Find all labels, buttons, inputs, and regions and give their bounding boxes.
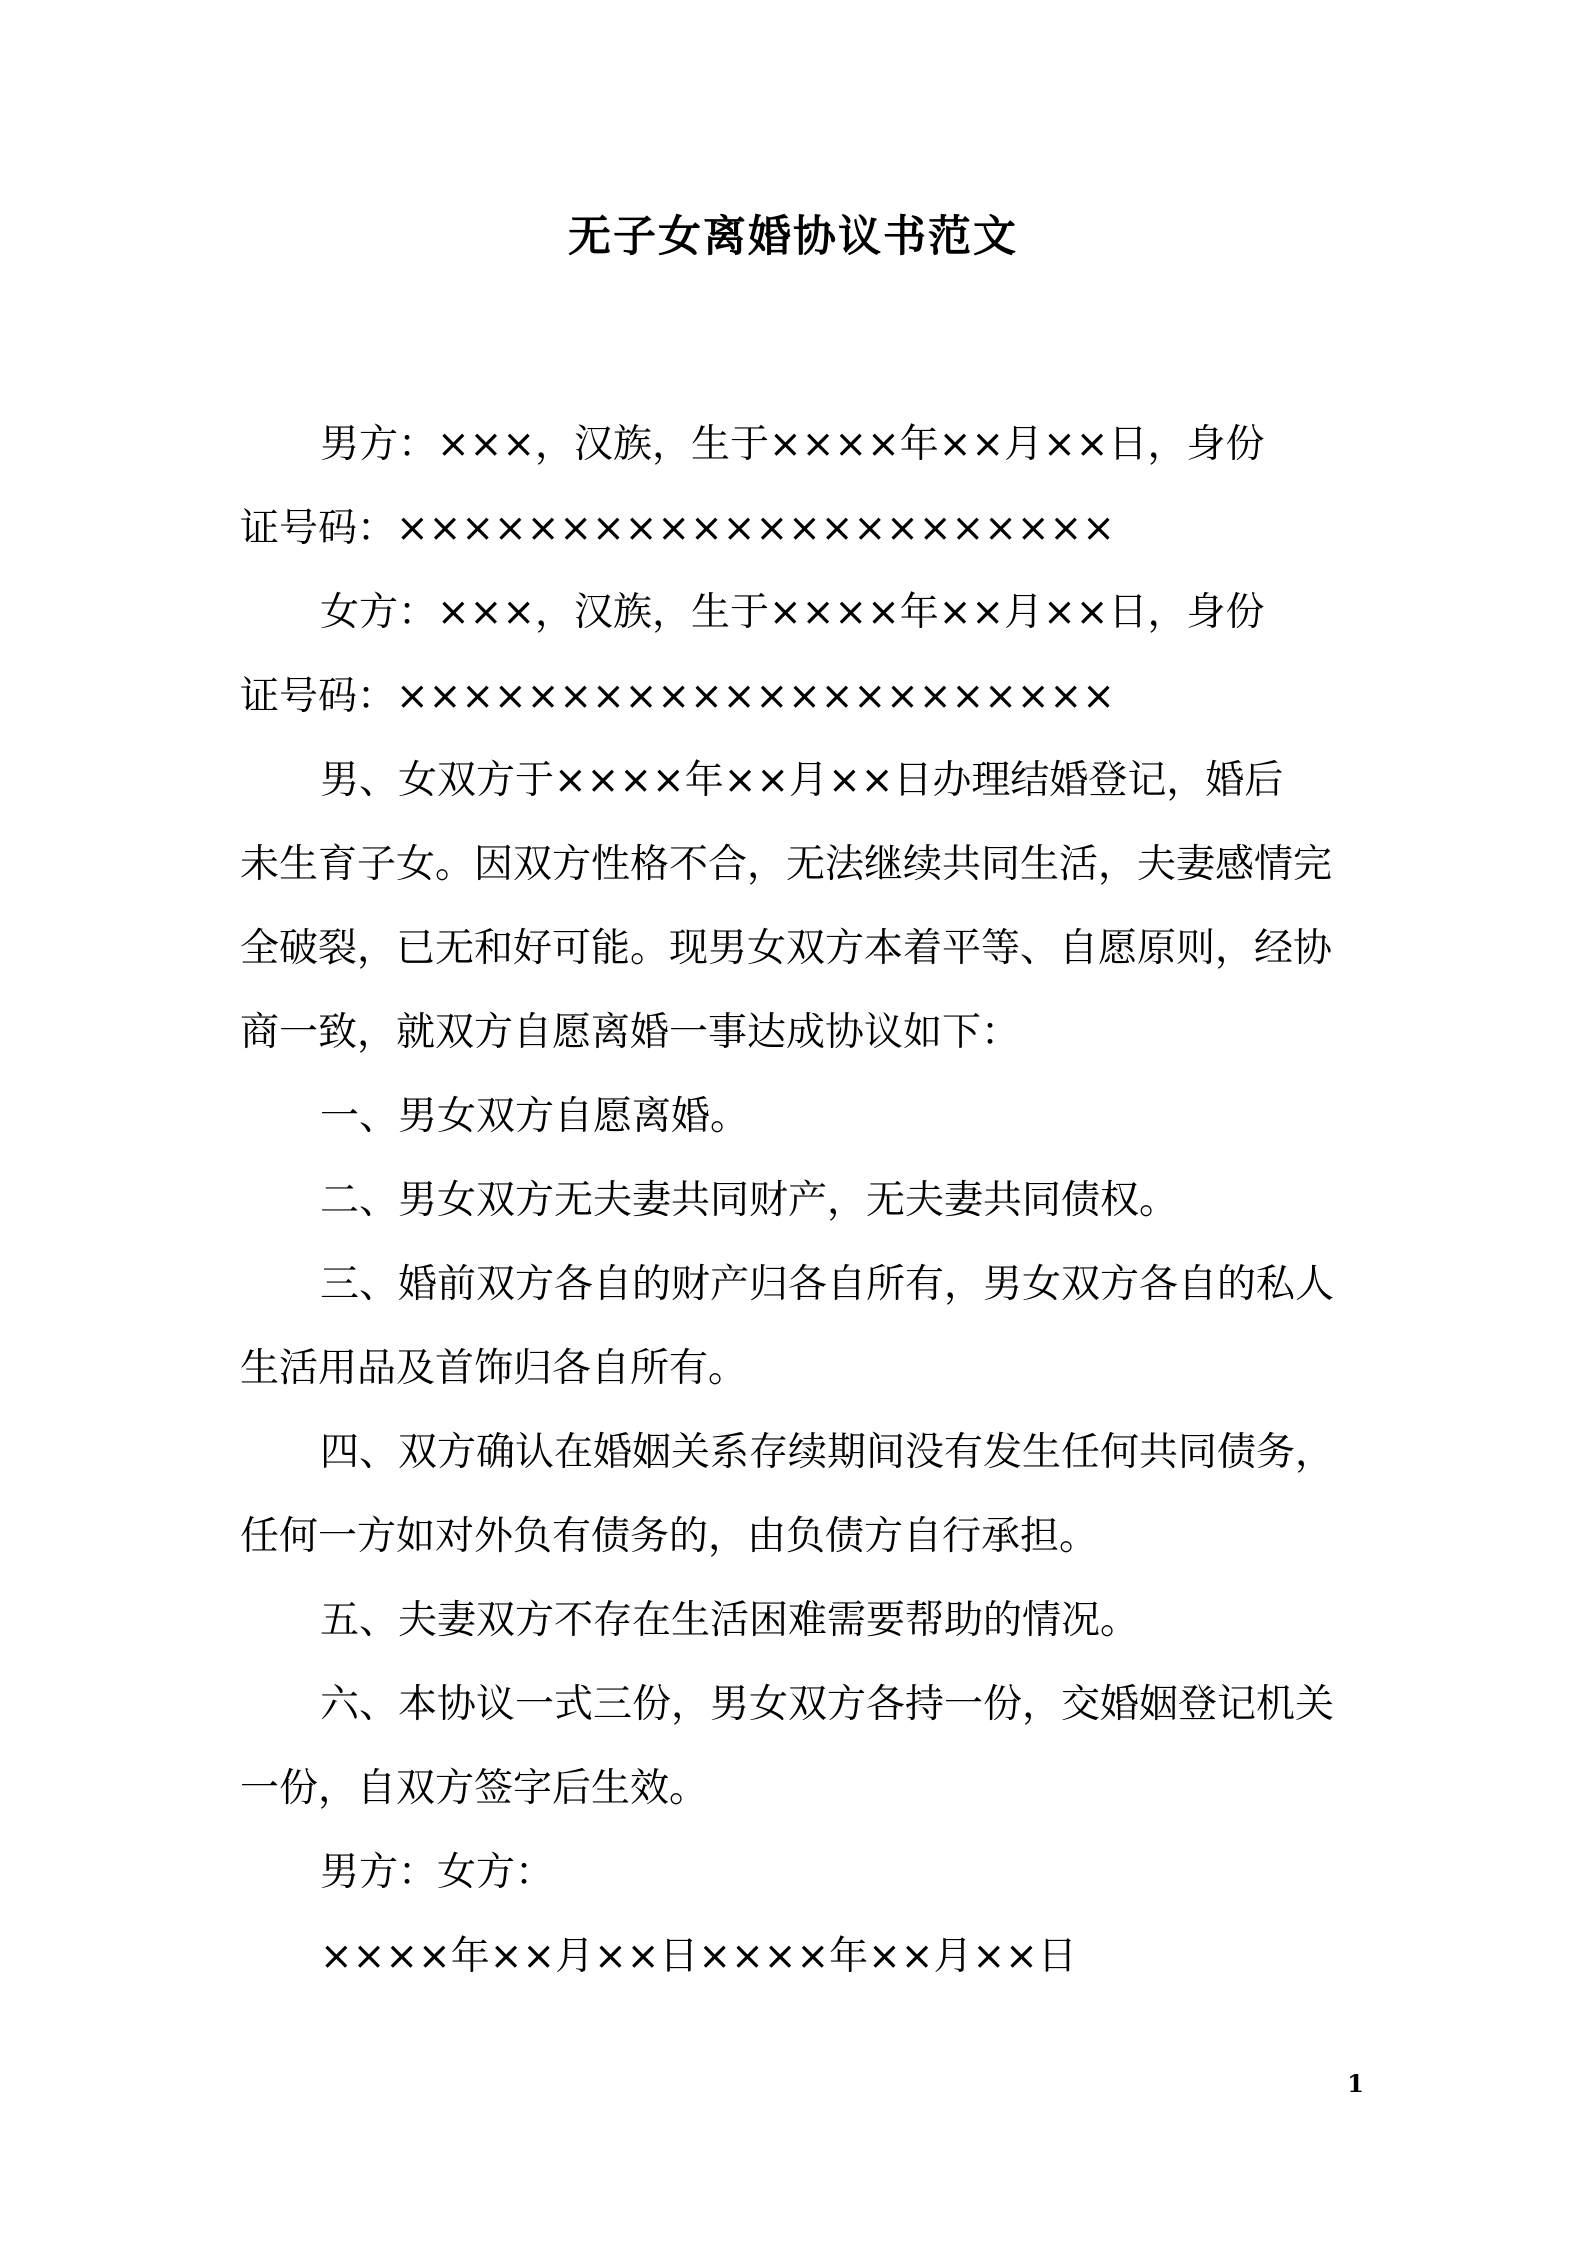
clause-6 <box>240 1663 1360 1831</box>
paragraph-line: 男、女双方于××××年××月××日办理结婚登记，婚后 <box>320 758 1284 803</box>
paragraph-line: 证号码：×××××××××××××××××××××× <box>240 506 1115 551</box>
paragraph-line: 生活用品及首饰归各自所有。 <box>240 1346 748 1391</box>
paragraph-preamble <box>240 739 1360 1075</box>
paragraph-line: 商一致，就双方自愿离婚一事达成协议如下： <box>240 1010 1021 1055</box>
paragraph-line: 男方：女方： <box>320 1850 555 1895</box>
paragraph-line: 证号码：×××××××××××××××××××××× <box>240 674 1115 719</box>
paragraph-line: 男方：×××，汉族，生于××××年××月××日，身份 <box>320 422 1265 467</box>
paragraph-line: 一份，自双方签字后生效。 <box>240 1766 709 1811</box>
paragraph-line: 任何一方如对外负有债务的，由负债方自行承担。 <box>240 1514 1099 1559</box>
date-line <box>240 1915 1360 1999</box>
paragraph-line: 未生育子女。因双方性格不合，无法继续共同生活，夫妻感情完 <box>240 842 1333 887</box>
paragraph-line: 六、本协议一式三份，男女双方各持一份，交婚姻登记机关 <box>320 1682 1335 1727</box>
clause-1 <box>240 1075 1360 1159</box>
signature-line <box>240 1831 1360 1915</box>
clause-5 <box>240 1579 1360 1663</box>
paragraph-male-party <box>240 403 1360 571</box>
paragraph-line: 四、双方确认在婚姻关系存续期间没有发生任何共同债务， <box>320 1430 1335 1475</box>
clause-2 <box>240 1159 1360 1243</box>
paragraph-line: 三、婚前双方各自的财产归各自所有，男女双方各自的私人 <box>320 1262 1335 1307</box>
paragraph-line: ××××年××月××日××××年××月××日 <box>320 1934 1077 1979</box>
document-title: 无子女离婚协议书范文 <box>568 212 1018 262</box>
document-body <box>240 403 1360 1999</box>
paragraph-line: 一、男女双方自愿离婚。 <box>320 1094 750 1139</box>
clause-3 <box>240 1243 1360 1411</box>
paragraph-line: 全破裂，已无和好可能。现男女双方本着平等、自愿原则，经协 <box>240 926 1333 971</box>
paragraph-line: 五、夫妻双方不存在生活困难需要帮助的情况。 <box>320 1598 1140 1643</box>
paragraph-female-party <box>240 571 1360 739</box>
page-number: 1 <box>1347 2069 1364 2098</box>
paragraph-line: 女方：×××，汉族，生于××××年××月××日，身份 <box>320 590 1265 635</box>
clause-4 <box>240 1411 1360 1579</box>
paragraph-line: 二、男女双方无夫妻共同财产，无夫妻共同债权。 <box>320 1178 1179 1223</box>
